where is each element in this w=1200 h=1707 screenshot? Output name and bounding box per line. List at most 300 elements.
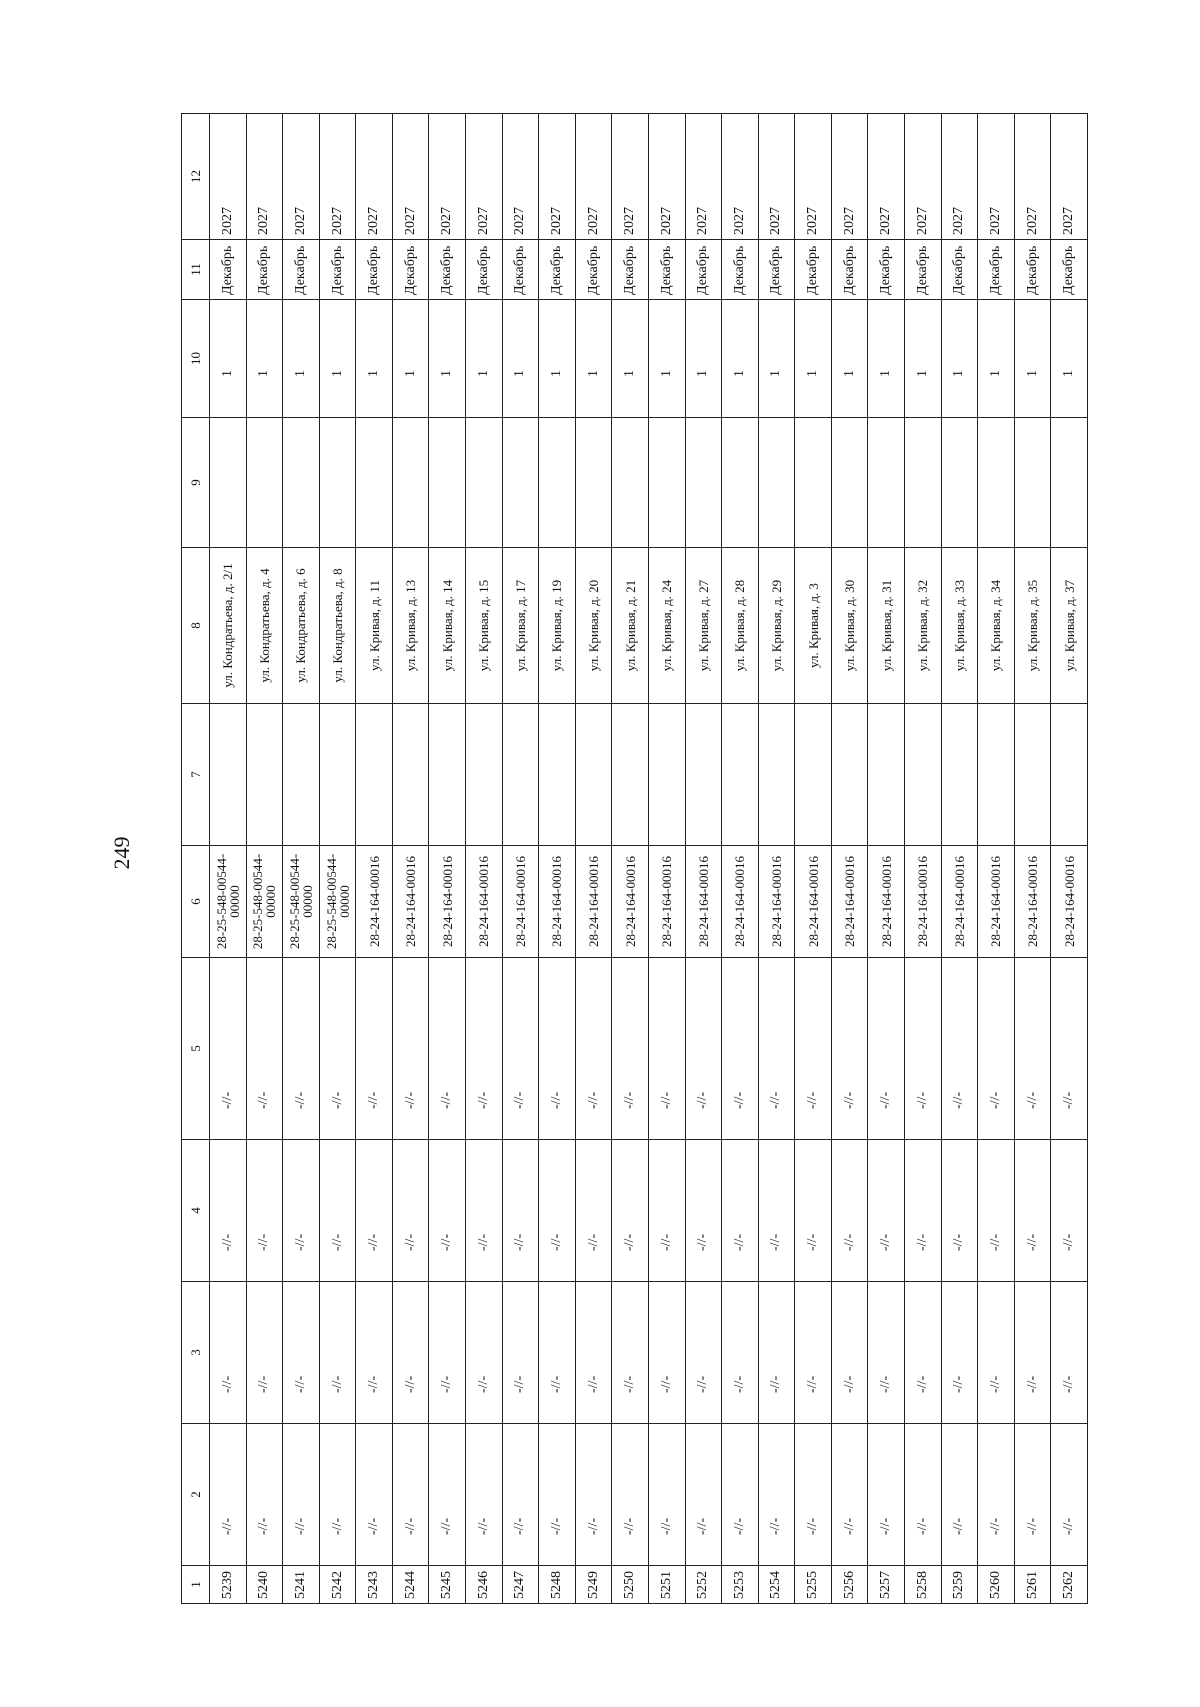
column-7-cell — [795, 704, 832, 846]
quantity-cell: 1 — [356, 300, 393, 418]
address-cell: ул. Кривая, д. 27 — [685, 548, 722, 704]
row-number-cell: 5249 — [575, 1566, 612, 1604]
column-4-cell: -//- — [356, 1140, 393, 1282]
address-cell: ул. Кондратьева, д. 4 — [246, 548, 283, 704]
cadastral-code-cell: 28-24-164-00016 — [868, 846, 905, 958]
column-7-cell — [1051, 704, 1088, 846]
year-cell: 2027 — [539, 114, 576, 240]
year-cell: 2027 — [1014, 114, 1051, 240]
table-body — [210, 114, 1088, 1604]
year-cell: 2027 — [246, 114, 283, 240]
column-7-cell — [941, 704, 978, 846]
column-3-cell: -//- — [502, 1282, 539, 1424]
column-7-cell — [612, 704, 649, 846]
month-cell: Декабрь — [612, 240, 649, 300]
column-2-cell: -//- — [904, 1424, 941, 1566]
table-row — [685, 114, 722, 1604]
column-9-cell — [210, 418, 247, 548]
column-4-cell: -//- — [392, 1140, 429, 1282]
month-cell: Декабрь — [392, 240, 429, 300]
address-cell: ул. Кривая, д. 14 — [429, 548, 466, 704]
column-5-cell: -//- — [831, 958, 868, 1140]
column-9-cell — [575, 418, 612, 548]
cadastral-code-cell: 28-25-548-00544-00000 — [283, 846, 320, 958]
column-2-cell: -//- — [978, 1424, 1015, 1566]
month-cell: Декабрь — [466, 240, 503, 300]
year-cell: 2027 — [210, 114, 247, 240]
column-9-cell — [904, 418, 941, 548]
year-cell: 2027 — [575, 114, 612, 240]
month-cell: Декабрь — [648, 240, 685, 300]
column-4-cell: -//- — [758, 1140, 795, 1282]
quantity-cell: 1 — [685, 300, 722, 418]
year-cell: 2027 — [502, 114, 539, 240]
cadastral-code-cell: 28-24-164-00016 — [1051, 846, 1088, 958]
month-cell: Декабрь — [685, 240, 722, 300]
table-row — [319, 114, 356, 1604]
column-5-cell: -//- — [1014, 958, 1051, 1140]
column-7-cell — [392, 704, 429, 846]
address-cell: ул. Кривая, д. 21 — [612, 548, 649, 704]
column-5-cell: -//- — [868, 958, 905, 1140]
year-cell: 2027 — [319, 114, 356, 240]
month-cell: Декабрь — [575, 240, 612, 300]
table-row — [831, 114, 868, 1604]
register-table — [181, 113, 1088, 1604]
table-row — [795, 114, 832, 1604]
column-2-cell: -//- — [392, 1424, 429, 1566]
address-cell: ул. Кондратьева, д. 8 — [319, 548, 356, 704]
column-7-cell — [978, 704, 1015, 846]
table-row — [283, 114, 320, 1604]
column-header-12: 12 — [182, 114, 210, 240]
column-4-cell: -//- — [868, 1140, 905, 1282]
quantity-cell: 1 — [758, 300, 795, 418]
address-cell: ул. Кривая, д. 32 — [904, 548, 941, 704]
column-3-cell: -//- — [466, 1282, 503, 1424]
table-row — [1014, 114, 1051, 1604]
column-2-cell: -//- — [246, 1424, 283, 1566]
column-4-cell: -//- — [685, 1140, 722, 1282]
column-2-cell: -//- — [502, 1424, 539, 1566]
row-number-cell: 5260 — [978, 1566, 1015, 1604]
column-7-cell — [283, 704, 320, 846]
column-2-cell: -//- — [429, 1424, 466, 1566]
month-cell: Декабрь — [941, 240, 978, 300]
table-row — [612, 114, 649, 1604]
column-2-cell: -//- — [612, 1424, 649, 1566]
column-7-cell — [429, 704, 466, 846]
year-cell: 2027 — [1051, 114, 1088, 240]
column-number-header-row — [182, 114, 210, 1604]
column-7-cell — [722, 704, 759, 846]
column-3-cell: -//- — [1051, 1282, 1088, 1424]
column-7-cell — [648, 704, 685, 846]
quantity-cell: 1 — [466, 300, 503, 418]
column-5-cell: -//- — [978, 958, 1015, 1140]
year-cell: 2027 — [392, 114, 429, 240]
row-number-cell: 5262 — [1051, 1566, 1088, 1604]
column-5-cell: -//- — [429, 958, 466, 1140]
row-number-cell: 5248 — [539, 1566, 576, 1604]
cadastral-code-cell: 28-25-548-00544-00000 — [319, 846, 356, 958]
column-7-cell — [539, 704, 576, 846]
row-number-cell: 5251 — [648, 1566, 685, 1604]
column-4-cell: -//- — [648, 1140, 685, 1282]
column-7-cell — [868, 704, 905, 846]
row-number-cell: 5243 — [356, 1566, 393, 1604]
column-9-cell — [466, 418, 503, 548]
table-row — [356, 114, 393, 1604]
table-row — [246, 114, 283, 1604]
column-4-cell: -//- — [1014, 1140, 1051, 1282]
column-5-cell: -//- — [319, 958, 356, 1140]
year-cell: 2027 — [466, 114, 503, 240]
cadastral-code-cell: 28-24-164-00016 — [941, 846, 978, 958]
column-2-cell: -//- — [1051, 1424, 1088, 1566]
cadastral-code-cell: 28-24-164-00016 — [831, 846, 868, 958]
address-cell: ул. Кривая, д. 30 — [831, 548, 868, 704]
column-4-cell: -//- — [429, 1140, 466, 1282]
column-header-9: 9 — [182, 418, 210, 548]
month-cell: Декабрь — [210, 240, 247, 300]
column-4-cell: -//- — [722, 1140, 759, 1282]
month-cell: Декабрь — [502, 240, 539, 300]
month-cell: Декабрь — [283, 240, 320, 300]
column-7-cell — [246, 704, 283, 846]
row-number-cell: 5259 — [941, 1566, 978, 1604]
column-7-cell — [685, 704, 722, 846]
table-row — [466, 114, 503, 1604]
column-5-cell: -//- — [502, 958, 539, 1140]
column-header-4: 4 — [182, 1140, 210, 1282]
column-2-cell: -//- — [319, 1424, 356, 1566]
cadastral-code-cell: 28-24-164-00016 — [758, 846, 795, 958]
column-header-3: 3 — [182, 1282, 210, 1424]
year-cell: 2027 — [978, 114, 1015, 240]
column-9-cell — [392, 418, 429, 548]
column-7-cell — [831, 704, 868, 846]
column-7-cell — [904, 704, 941, 846]
column-5-cell: -//- — [722, 958, 759, 1140]
table-row — [392, 114, 429, 1604]
table-row — [978, 114, 1015, 1604]
column-4-cell: -//- — [795, 1140, 832, 1282]
address-cell: ул. Кривая, д. 34 — [978, 548, 1015, 704]
row-number-cell: 5239 — [210, 1566, 247, 1604]
column-4-cell: -//- — [466, 1140, 503, 1282]
column-3-cell: -//- — [758, 1282, 795, 1424]
column-5-cell: -//- — [648, 958, 685, 1140]
column-5-cell: -//- — [246, 958, 283, 1140]
month-cell: Декабрь — [904, 240, 941, 300]
column-2-cell: -//- — [648, 1424, 685, 1566]
year-cell: 2027 — [722, 114, 759, 240]
column-9-cell — [685, 418, 722, 548]
address-cell: ул. Кривая, д. 20 — [575, 548, 612, 704]
table-row — [539, 114, 576, 1604]
column-5-cell: -//- — [685, 958, 722, 1140]
column-5-cell: -//- — [392, 958, 429, 1140]
year-cell: 2027 — [356, 114, 393, 240]
column-2-cell: -//- — [685, 1424, 722, 1566]
column-7-cell — [466, 704, 503, 846]
column-4-cell: -//- — [575, 1140, 612, 1282]
column-9-cell — [319, 418, 356, 548]
column-9-cell — [1051, 418, 1088, 548]
address-cell: ул. Кондратьева, д. 2/1 — [210, 548, 247, 704]
year-cell: 2027 — [795, 114, 832, 240]
quantity-cell: 1 — [539, 300, 576, 418]
column-3-cell: -//- — [795, 1282, 832, 1424]
cadastral-code-cell: 28-24-164-00016 — [795, 846, 832, 958]
column-4-cell: -//- — [904, 1140, 941, 1282]
row-number-cell: 5250 — [612, 1566, 649, 1604]
column-header-7: 7 — [182, 704, 210, 846]
row-number-cell: 5247 — [502, 1566, 539, 1604]
column-3-cell: -//- — [319, 1282, 356, 1424]
column-9-cell — [356, 418, 393, 548]
column-9-cell — [868, 418, 905, 548]
quantity-cell: 1 — [648, 300, 685, 418]
column-4-cell: -//- — [612, 1140, 649, 1282]
table-row — [648, 114, 685, 1604]
address-cell: ул. Кондратьева, д. 6 — [283, 548, 320, 704]
year-cell: 2027 — [685, 114, 722, 240]
column-2-cell: -//- — [758, 1424, 795, 1566]
column-2-cell: -//- — [722, 1424, 759, 1566]
address-cell: ул. Кривая, д. 19 — [539, 548, 576, 704]
column-5-cell: -//- — [758, 958, 795, 1140]
column-9-cell — [612, 418, 649, 548]
quantity-cell: 1 — [1051, 300, 1088, 418]
column-2-cell: -//- — [210, 1424, 247, 1566]
row-number-cell: 5241 — [283, 1566, 320, 1604]
column-header-2: 2 — [182, 1424, 210, 1566]
rotated-table-container — [181, 114, 1088, 1604]
column-9-cell — [722, 418, 759, 548]
column-7-cell — [210, 704, 247, 846]
quantity-cell: 1 — [904, 300, 941, 418]
column-3-cell: -//- — [392, 1282, 429, 1424]
cadastral-code-cell: 28-24-164-00016 — [466, 846, 503, 958]
year-cell: 2027 — [758, 114, 795, 240]
column-2-cell: -//- — [575, 1424, 612, 1566]
column-9-cell — [283, 418, 320, 548]
quantity-cell: 1 — [941, 300, 978, 418]
row-number-cell: 5240 — [246, 1566, 283, 1604]
month-cell: Декабрь — [319, 240, 356, 300]
year-cell: 2027 — [831, 114, 868, 240]
column-5-cell: -//- — [356, 958, 393, 1140]
column-3-cell: -//- — [612, 1282, 649, 1424]
column-4-cell: -//- — [502, 1140, 539, 1282]
cadastral-code-cell: 28-25-548-00544-00000 — [246, 846, 283, 958]
month-cell: Декабрь — [831, 240, 868, 300]
row-number-cell: 5252 — [685, 1566, 722, 1604]
quantity-cell: 1 — [502, 300, 539, 418]
address-cell: ул. Кривая, д. 17 — [502, 548, 539, 704]
column-3-cell: -//- — [283, 1282, 320, 1424]
column-2-cell: -//- — [795, 1424, 832, 1566]
row-number-cell: 5244 — [392, 1566, 429, 1604]
column-header-6: 6 — [182, 846, 210, 958]
address-cell: ул. Кривая, д. 28 — [722, 548, 759, 704]
column-2-cell: -//- — [1014, 1424, 1051, 1566]
table-row — [210, 114, 247, 1604]
column-7-cell — [575, 704, 612, 846]
quantity-cell: 1 — [612, 300, 649, 418]
column-9-cell — [941, 418, 978, 548]
table-row — [575, 114, 612, 1604]
column-3-cell: -//- — [868, 1282, 905, 1424]
address-cell: ул. Кривая, д. 15 — [466, 548, 503, 704]
column-5-cell: -//- — [795, 958, 832, 1140]
month-cell: Декабрь — [978, 240, 1015, 300]
row-number-cell: 5256 — [831, 1566, 868, 1604]
table-row — [904, 114, 941, 1604]
column-2-cell: -//- — [539, 1424, 576, 1566]
address-cell: ул. Кривая, д. 35 — [1014, 548, 1051, 704]
column-4-cell: -//- — [210, 1140, 247, 1282]
address-cell: ул. Кривая, д. 33 — [941, 548, 978, 704]
column-7-cell — [502, 704, 539, 846]
column-3-cell: -//- — [429, 1282, 466, 1424]
year-cell: 2027 — [941, 114, 978, 240]
quantity-cell: 1 — [246, 300, 283, 418]
table-row — [868, 114, 905, 1604]
quantity-cell: 1 — [429, 300, 466, 418]
address-cell: ул. Кривая, д. 29 — [758, 548, 795, 704]
cadastral-code-cell: 28-24-164-00016 — [978, 846, 1015, 958]
table-row — [502, 114, 539, 1604]
row-number-cell: 5255 — [795, 1566, 832, 1604]
table-row — [758, 114, 795, 1604]
column-3-cell: -//- — [246, 1282, 283, 1424]
column-2-cell: -//- — [941, 1424, 978, 1566]
cadastral-code-cell: 28-24-164-00016 — [612, 846, 649, 958]
column-3-cell: -//- — [210, 1282, 247, 1424]
column-3-cell: -//- — [1014, 1282, 1051, 1424]
quantity-cell: 1 — [319, 300, 356, 418]
row-number-cell: 5258 — [904, 1566, 941, 1604]
column-9-cell — [758, 418, 795, 548]
address-cell: ул. Кривая, д. 13 — [392, 548, 429, 704]
quantity-cell: 1 — [283, 300, 320, 418]
column-2-cell: -//- — [831, 1424, 868, 1566]
column-5-cell: -//- — [941, 958, 978, 1140]
column-3-cell: -//- — [575, 1282, 612, 1424]
row-number-cell: 5246 — [466, 1566, 503, 1604]
column-4-cell: -//- — [978, 1140, 1015, 1282]
column-4-cell: -//- — [246, 1140, 283, 1282]
table-row — [1051, 114, 1088, 1604]
column-3-cell: -//- — [941, 1282, 978, 1424]
quantity-cell: 1 — [210, 300, 247, 418]
column-header-11: 11 — [182, 240, 210, 300]
cadastral-code-cell: 28-24-164-00016 — [648, 846, 685, 958]
row-number-cell: 5261 — [1014, 1566, 1051, 1604]
column-3-cell: -//- — [722, 1282, 759, 1424]
column-header-5: 5 — [182, 958, 210, 1140]
column-5-cell: -//- — [283, 958, 320, 1140]
column-3-cell: -//- — [356, 1282, 393, 1424]
year-cell: 2027 — [283, 114, 320, 240]
column-5-cell: -//- — [904, 958, 941, 1140]
column-4-cell: -//- — [539, 1140, 576, 1282]
column-9-cell — [246, 418, 283, 548]
month-cell: Декабрь — [1014, 240, 1051, 300]
cadastral-code-cell: 28-24-164-00016 — [722, 846, 759, 958]
table-row — [429, 114, 466, 1604]
column-9-cell — [648, 418, 685, 548]
column-9-cell — [502, 418, 539, 548]
month-cell: Декабрь — [795, 240, 832, 300]
column-3-cell: -//- — [904, 1282, 941, 1424]
address-cell: ул. Кривая, д. 37 — [1051, 548, 1088, 704]
row-number-cell: 5253 — [722, 1566, 759, 1604]
cadastral-code-cell: 28-24-164-00016 — [904, 846, 941, 958]
quantity-cell: 1 — [831, 300, 868, 418]
column-3-cell: -//- — [539, 1282, 576, 1424]
column-2-cell: -//- — [283, 1424, 320, 1566]
table-row — [722, 114, 759, 1604]
month-cell: Декабрь — [868, 240, 905, 300]
column-5-cell: -//- — [575, 958, 612, 1140]
column-3-cell: -//- — [978, 1282, 1015, 1424]
row-number-cell: 5257 — [868, 1566, 905, 1604]
address-cell: ул. Кривая, д. 11 — [356, 548, 393, 704]
column-9-cell — [539, 418, 576, 548]
cadastral-code-cell: 28-25-548-00544-00000 — [210, 846, 247, 958]
column-5-cell: -//- — [1051, 958, 1088, 1140]
cadastral-code-cell: 28-24-164-00016 — [539, 846, 576, 958]
page-number: 249 — [109, 836, 134, 870]
quantity-cell: 1 — [795, 300, 832, 418]
column-9-cell — [795, 418, 832, 548]
month-cell: Декабрь — [758, 240, 795, 300]
column-header-10: 10 — [182, 300, 210, 418]
table-row — [941, 114, 978, 1604]
year-cell: 2027 — [868, 114, 905, 240]
quantity-cell: 1 — [978, 300, 1015, 418]
month-cell: Декабрь — [246, 240, 283, 300]
quantity-cell: 1 — [392, 300, 429, 418]
month-cell: Декабрь — [722, 240, 759, 300]
row-number-cell: 5245 — [429, 1566, 466, 1604]
month-cell: Декабрь — [429, 240, 466, 300]
column-7-cell — [1014, 704, 1051, 846]
column-9-cell — [831, 418, 868, 548]
quantity-cell: 1 — [575, 300, 612, 418]
month-cell: Декабрь — [356, 240, 393, 300]
year-cell: 2027 — [429, 114, 466, 240]
column-9-cell — [1014, 418, 1051, 548]
cadastral-code-cell: 28-24-164-00016 — [575, 846, 612, 958]
column-header-1: 1 — [182, 1566, 210, 1604]
column-header-8: 8 — [182, 548, 210, 704]
column-5-cell: -//- — [210, 958, 247, 1140]
row-number-cell: 5242 — [319, 1566, 356, 1604]
quantity-cell: 1 — [868, 300, 905, 418]
column-3-cell: -//- — [685, 1282, 722, 1424]
column-7-cell — [758, 704, 795, 846]
address-cell: ул. Кривая, д. 31 — [868, 548, 905, 704]
column-2-cell: -//- — [868, 1424, 905, 1566]
quantity-cell: 1 — [1014, 300, 1051, 418]
column-4-cell: -//- — [283, 1140, 320, 1282]
column-5-cell: -//- — [539, 958, 576, 1140]
